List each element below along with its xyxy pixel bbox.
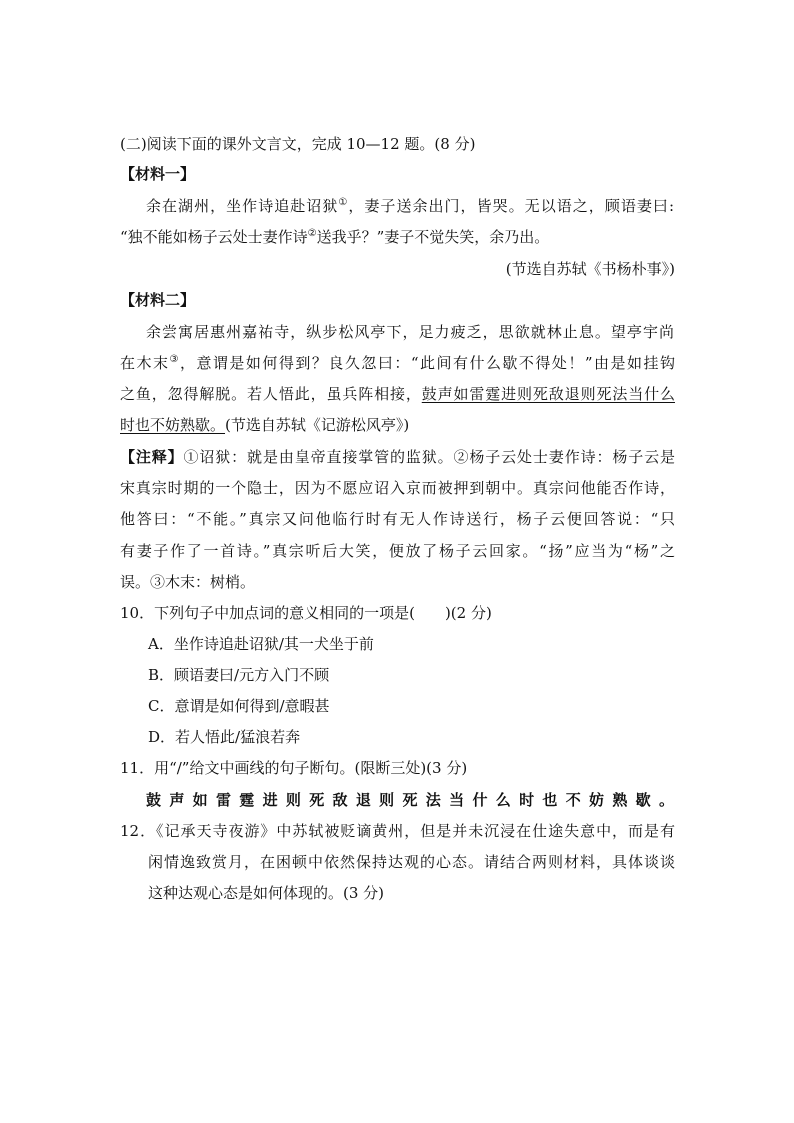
material2-line-2 [120, 352, 675, 374]
question-10-option-c: C．意谓是如何得到/意暇甚 [148, 697, 330, 715]
question-11-sentence: 鼓声如雷霆进则死敌退则死法当什么时也不妨熟歇。 [146, 791, 674, 809]
material2-label: 【材料二】 [120, 291, 196, 309]
notes-line-5: 误。③木末：树梢。 [120, 573, 256, 591]
notes-line-4: 有妻子作了一首诗。”真宗听后大笑，便放了杨子云回家。“扬”应当为“杨”之 [120, 542, 675, 560]
notes-line-2: 宋真宗时期的一个隐士，因为不愿应诏入京而被押到朝中。真宗问他能否作诗， [120, 479, 675, 497]
footnote-marker-1: ① [338, 197, 349, 208]
material2-line-3 [120, 383, 675, 405]
footnote-marker-3: ③ [169, 354, 180, 365]
notes-text: ①诏狱：就是由皇帝直接掌管的监狱。②杨子云处士妻作诗：杨子云是 [183, 448, 675, 466]
question-10-option-d: D．若人悟此/猛浪若奔 [148, 728, 301, 746]
material1-source: (节选自苏轼《书杨朴事》) [505, 260, 675, 278]
notes-label: 【注释】 [120, 448, 184, 466]
question-10-option-b: B．顾语妻曰/元方入门不顾 [148, 666, 330, 684]
material1-text: ，妻子送余出门，皆哭。无以语之，顾语妻曰: [348, 197, 674, 215]
question-11-stem: 11．用“/”给文中画线的句子断句。(限断三处)(3 分) [120, 759, 468, 777]
material1-line-2 [120, 226, 675, 248]
notes-line-1 [120, 446, 675, 468]
material2-text: 之鱼，忽得解脱。若人悟此，虽兵阵相接， [120, 385, 422, 403]
question-10-option-a: A．坐作诗追赴诏狱/其一犬坐于前 [148, 635, 374, 653]
material2-line-4 [120, 414, 675, 436]
material1-line-1 [146, 195, 674, 217]
section-heading: (二)阅读下面的课外文言文，完成 10—12 题。(8 分) [120, 135, 476, 153]
underlined-sentence: 鼓声如雷霆进则死敌退则死法当什么 [421, 385, 675, 403]
material2-source: (节选自苏轼《记游松风亭》) [225, 416, 410, 434]
question-10-stem: 10．下列句子中加点词的意义相同的一项是( )(2 分) [120, 604, 492, 622]
material2-line-1: 余尝寓居惠州嘉祐寺，纵步松风亭下，足力疲乏，思欲就林止息。望亭宇尚 [146, 323, 674, 341]
material1-text: “独不能如杨子云处士妻作诗 [120, 228, 308, 246]
question-12-line-3: 这种达观心态是如何体现的。(3 分) [148, 884, 385, 902]
material2-text: ，意谓是如何得到？良久忽曰：“此间有什么歇不得处！”由是如挂钩 [179, 354, 676, 372]
underlined-sentence: 时也不妨熟歇。 [120, 416, 226, 434]
question-12-line-1: 12．《记承天寺夜游》中苏轼被贬谪黄州，但是并未沉浸在仕途失意中，而是有 [120, 822, 675, 840]
material1-text: 余在湖州，坐作诗追赴诏狱 [146, 197, 339, 215]
notes-line-3: 他答曰：“不能。”真宗又问他临行时有无人作诗送行，杨子云便回答说：“只 [120, 510, 675, 528]
material1-text: 送我乎？”妻子不觉失笑，余乃出。 [316, 228, 550, 246]
material1-label: 【材料一】 [120, 165, 196, 183]
material2-text: 在木末 [120, 354, 170, 372]
footnote-marker-2: ② [307, 228, 317, 239]
question-12-line-2: 闲情逸致赏月，在困顿中依然保持达观的心态。请结合两则材料，具体谈谈 [148, 853, 675, 871]
